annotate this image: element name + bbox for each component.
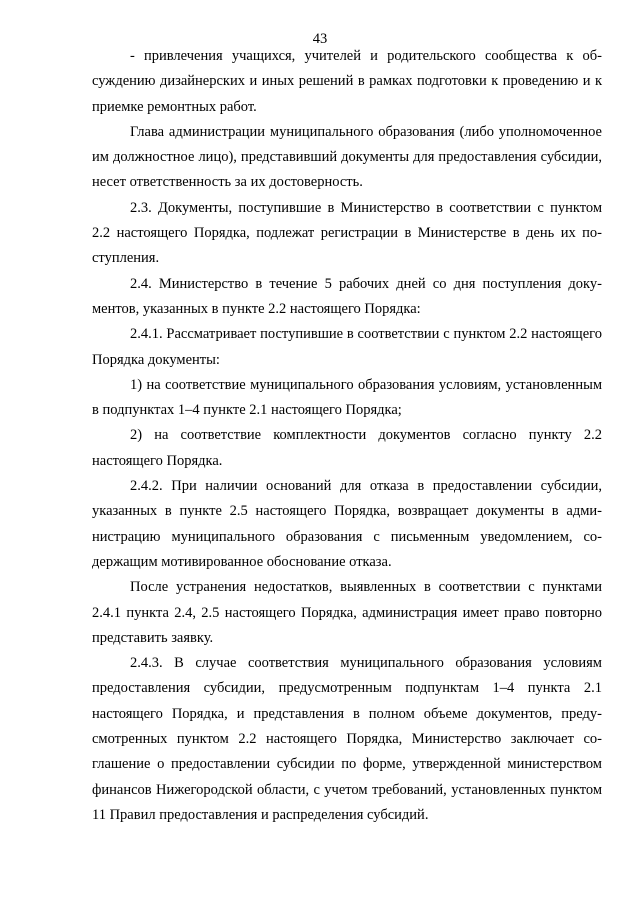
paragraph: После устранения недостатков, выявленных в соответствии с пунктами 2.4.1 пункта 2.4, 2.5 настоящего Порядка, администрация имеет право повторно представить заявку. bbox=[92, 579, 602, 646]
paragraph: 2.3. Документы, поступившие в Министерство в соответствии с пунктом 2.2 настоящего Порядка, подлежат регистрации в Министерстве в день их поступления. bbox=[92, 199, 602, 267]
paragraph: 1) на соответствие муниципального образования условиям, установленным в подпунктах 1–4 пункте 2.1 настоящего Порядка; bbox=[92, 376, 602, 419]
paragraph: 2.4.3. В случае соответствия муниципального образования условиям предоставления субсидии, предусмотренным подпунктам 1–4 пункта 2.1 настоящего Порядка, и представления в полном объеме документов, предусмотренных пунктом 2.2 настоящего Порядка, Министерство заключает соглашение о предоставлении субсидии по форме, утвержденной министерством финансов Нижегородской области, с учетом требований, установленных пунктом 11 Правил предоставления и распределения субсидий. bbox=[92, 655, 602, 823]
document-body bbox=[92, 44, 602, 828]
paragraph: 2) на соответствие комплектности документов согласно пункту 2.2 настоящего Порядка. bbox=[92, 427, 602, 469]
paragraph: - привлечения учащихся, учителей и родительского сообщества к обсуждению дизайнерских и иных решений в рамках подготовки к проведению и к приемке ремонтных работ. bbox=[92, 48, 602, 115]
paragraph: 2.4.2. При наличии оснований для отказа в предоставлении субсидии, указанных в пункте 2.5 настоящего Порядка, возвращает документы в администрацию муниципального образования с письменным уведомлением, содержащим мотивированное обоснование отказа. bbox=[92, 478, 602, 570]
page-number: 43 bbox=[312, 31, 328, 47]
paragraph: 2.4. Министерство в течение 5 рабочих дней со дня поступления документов, указанных в пункте 2.2 настоящего Порядка: bbox=[92, 275, 602, 317]
paragraph: Глава администрации муниципального образования (либо уполномоченное им должностное лицо), представивший документы для предоставления субсидии, несет ответственность за их достоверность. bbox=[92, 123, 602, 191]
paragraph: 2.4.1. Рассматривает поступившие в соответствии с пунктом 2.2 настоящего Порядка документы: bbox=[92, 326, 602, 368]
